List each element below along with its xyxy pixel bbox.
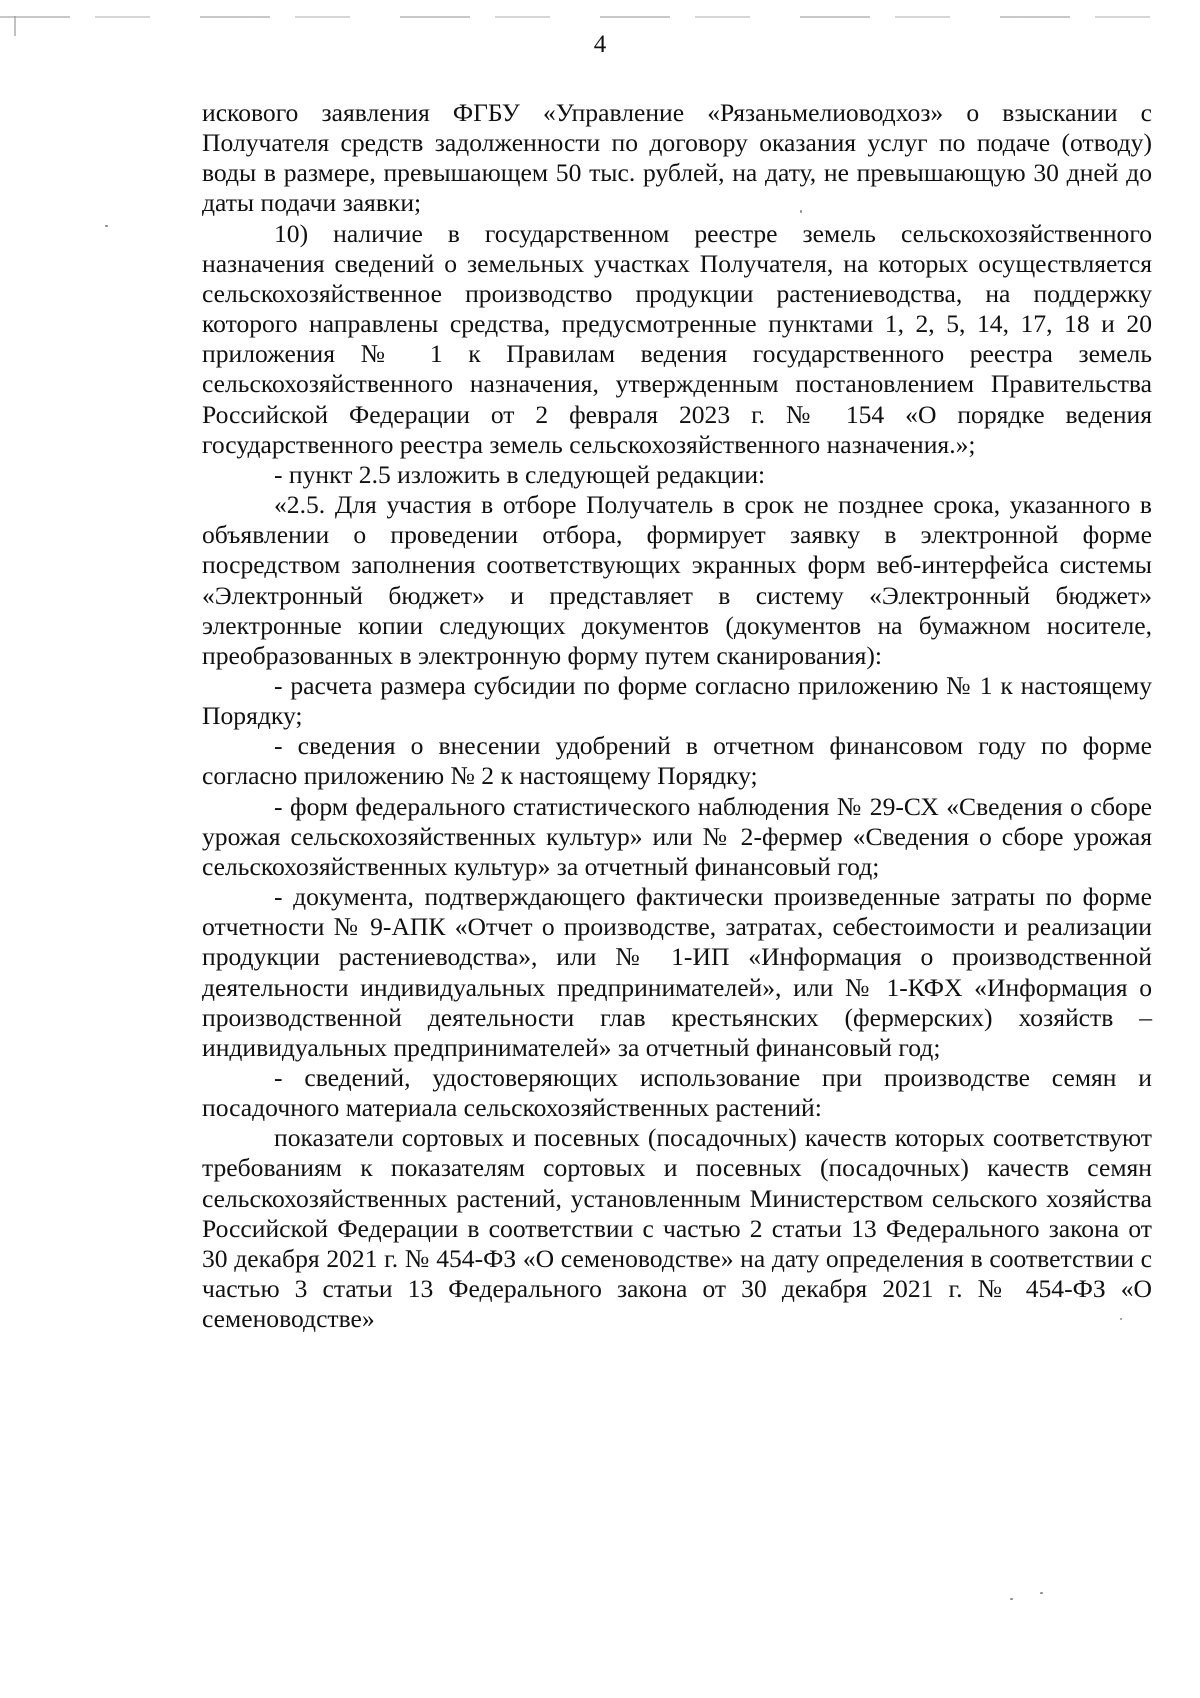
paragraph-3: - пункт 2.5 изложить в следующей редакции: xyxy=(274,459,766,489)
scan-speck xyxy=(800,210,802,213)
paragraph-10: показатели сортовых и посевных (посадочных) качеств которых соответствуют требованиям к показателям сортовых и посевных (посадочных) качеств семян сельскохозяйственных растений, установленным Министерством сельского хозяйства Российской Федерации в соответствии с частью 2 статьи 13 Федерального закона от 30 декабря 2021 г. № 454-ФЗ «О семеноводстве» на дату определения в соответствии с частью 3 статьи 13 Федерального закона от 30 декабря 2021 г. № 454-ФЗ «О семеноводстве» xyxy=(202,1123,1152,1334)
paragraph-8: - документа, подтверждающего фактически произведенные затраты по форме отчетности № 9-АПК «Отчет о производстве, затратах, себестоимости и реализации продукции растениеводства», или № 1-ИП «Информация о производственной деятельности индивидуальных предпринимателей», или № 1-КФХ «Информация о производственной деятельности глав крестьянских (фермерских) хозяйств – индивидуальных предпринимателей» за отчетный финансовый год; xyxy=(202,882,1152,1062)
scan-speck xyxy=(105,225,108,227)
paragraph-9: - сведений, удостоверяющих использование при производстве семян и посадочного материала сельскохозяйственных растений: xyxy=(202,1063,1152,1123)
page-number: 4 xyxy=(593,31,607,58)
paragraph-7: - форм федерального статистического наблюдения № 29-СХ «Сведения о сборе урожая сельскохозяйственных культур» или № 2-фермер «Сведения о сборе урожая сельскохозяйственных культур» за отчетный финансовый год; xyxy=(202,791,1152,881)
document-body xyxy=(202,98,1152,1334)
scan-speck xyxy=(1040,1592,1043,1594)
paragraph-5: - расчета размера субсидии по форме согласно приложению № 1 к настоящему Порядку; xyxy=(202,670,1152,731)
paragraph-4: «2.5. Для участия в отборе Получатель в срок не позднее срока, указанного в объявлении о проведении отбора, формирует заявку в электронной форме посредством заполнения соответствующих экранных форм веб-интерфейса системы «Электронный бюджет» и представляет в систему «Электронный бюджет» электронные копии следующих документов (документов на бумажном носителе, преобразованных в электронную форму путем сканирования): xyxy=(202,490,1152,670)
paragraph-2: 10) наличие в государственном реестре земель сельскохозяйственного назначения сведений о земельных участках Получателя, на которых осуществляется сельскохозяйственное производство продукции растениеводства, на поддержку которого направлены средства, предусмотренные пунктами 1, 2, 5, 14, 17, 18 и 20 приложения № 1 к Правилам ведения государственного реестра земель сельскохозяйственного назначения, утвержденным постановлением Правительства Российской Федерации от 2 февраля 2023 г. № 154 «О порядке ведения государственного реестра земель сельскохозяйственного назначения.»; xyxy=(202,218,1152,459)
scan-border-top xyxy=(0,16,1200,18)
scan-speck xyxy=(1010,1598,1013,1600)
paragraph-6: - сведения о внесении удобрений в отчетном финансовом году по форме согласно приложению № 2 к настоящему Порядку; xyxy=(202,731,1152,791)
paragraph-1: искового заявления ФГБУ «Управление «Рязаньмелиоводхоз» о взыскании с Получателя средств задолженности по договору оказания услуг по подаче (отводу) воды в размере, превышающем 50 тыс. рублей, на дату, не превышающую 30 дней до даты подачи заявки; xyxy=(202,98,1152,218)
scan-speck xyxy=(1120,1318,1122,1320)
